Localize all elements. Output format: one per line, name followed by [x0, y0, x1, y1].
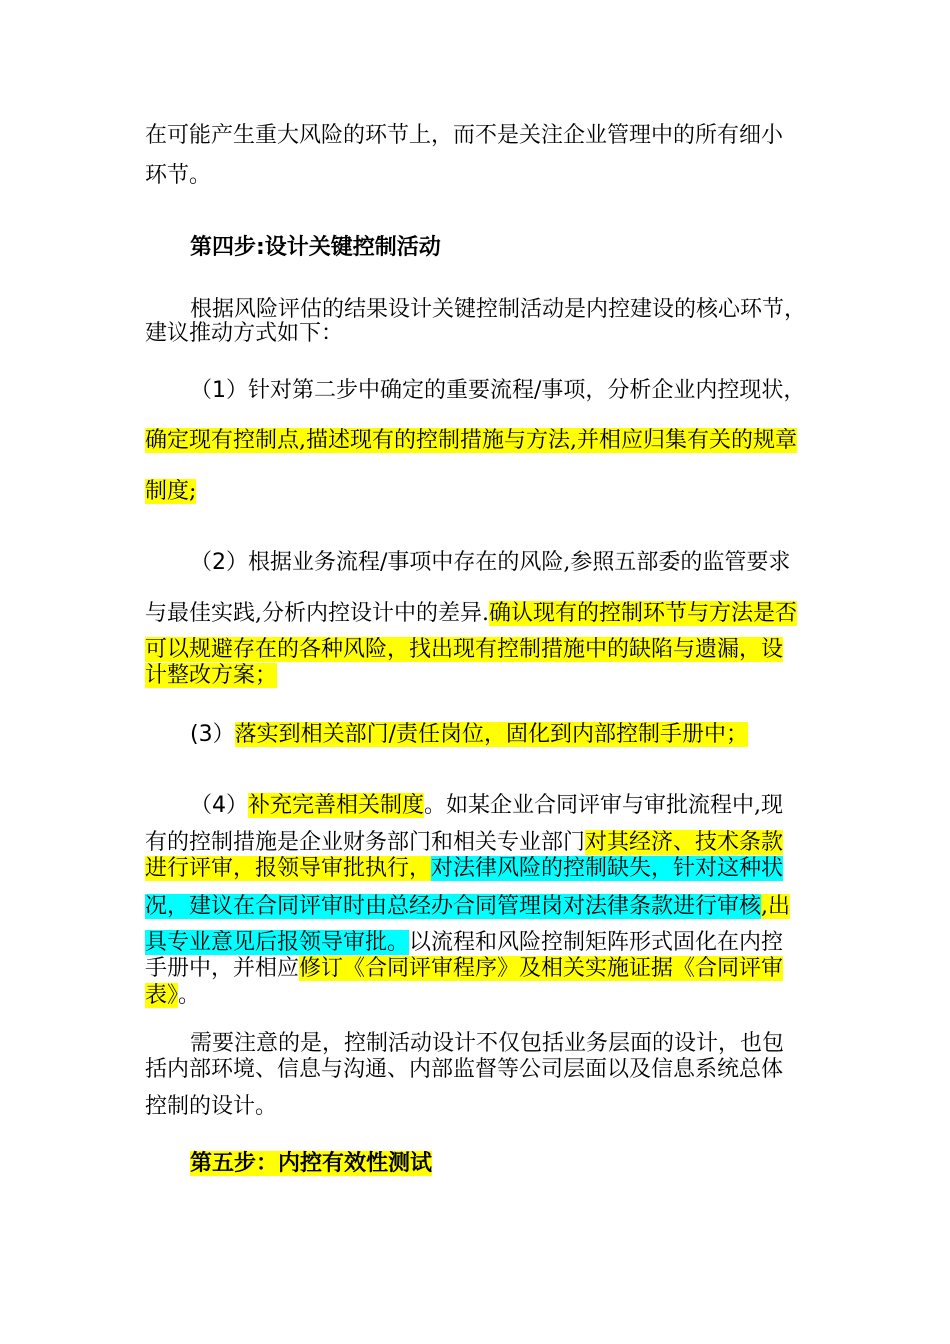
item1-number: （1）	[190, 378, 248, 403]
item2-line-4	[145, 662, 277, 690]
item3-number: (3）	[190, 722, 235, 747]
item4-highlight-2b: 对其经济、技术条款	[585, 830, 784, 855]
item4-highlight-1a: 补充完善相关制度	[248, 793, 425, 818]
item2-line-3	[145, 636, 783, 664]
item4-line-2	[145, 829, 783, 857]
item2-line-2	[145, 600, 797, 628]
item2-highlight-3: 可以规避存在的各种风险，找出现有控制措施中的缺陷与遗漏，设	[145, 637, 784, 662]
item2-line-1	[190, 549, 790, 577]
intro-line-1: 在可能产生重大风险的环节上，而不是关注企业管理中的所有细小	[145, 123, 784, 148]
item4-cyan-4a: 况，建议在合同评审时由总经办合同管理岗对法律条款进行审核	[145, 894, 762, 919]
item4-cyan-3b: 对法律风险的控制缺失，针对这种状	[431, 856, 784, 881]
item1-text-1: 针对第二步中确定的重要流程/事项，分析企业内控现状，	[248, 378, 806, 403]
item1-highlight-3: 制度;	[145, 479, 197, 504]
item2-number: （2）	[190, 550, 248, 575]
item2-text-1: 根据业务流程/事项中存在的风险,参照五部委的监管要求	[248, 550, 791, 575]
item4-line-3	[145, 855, 783, 883]
step5-heading: 第五步：内控有效性测试	[190, 1151, 433, 1176]
step4-intro-line-1: 根据风险评估的结果设计关键控制活动是内控建设的核心环节，	[190, 297, 807, 322]
item4-highlight-3a: 进行评审，报领导审批执行，	[145, 856, 432, 881]
item3-highlight: 落实到相关部门/责任岗位，固化到内部控制手册中；	[234, 722, 749, 747]
item2-highlight-2b: 确认现有的控制环节与方法是否	[489, 601, 798, 626]
item2-text-2a: 与最佳实践,分析内控设计中的差异.	[145, 601, 489, 626]
item4-line-4	[145, 893, 790, 921]
step4-intro-line-2: 建议推动方式如下：	[145, 321, 344, 346]
item4-text-5b: 以流程和风险控制矩阵形式固化在内控	[409, 930, 784, 955]
item1-line-1	[190, 377, 805, 405]
item4-line-7	[145, 982, 200, 1010]
note-line-2: 括内部环境、信息与沟通、内部监督等公司层面以及信息系统总体	[145, 1057, 784, 1082]
step4-heading: 第四步:设计关键控制活动	[190, 235, 441, 260]
item1-line-3	[145, 478, 196, 506]
item4-text-1b: 。如某企业合同评审与审批流程中,现	[424, 793, 784, 818]
item4-highlight-6b: 修订《合同评审程序》及相关实施证据《合同评审	[299, 956, 784, 981]
item3-line	[190, 721, 748, 749]
note-line-3: 控制的设计。	[145, 1094, 278, 1119]
item4-number: （4）	[190, 793, 248, 818]
item2-highlight-4: 计整改方案；	[145, 663, 278, 688]
item4-line-1	[190, 792, 783, 820]
item4-text-2a: 有的控制措施是企业财务部门和相关专业部门	[145, 830, 586, 855]
item4-line-5	[145, 929, 783, 957]
item4-cyan-5a: 具专业意见后报领导审批。	[145, 930, 410, 955]
item4-text-6a: 手册中，并相应	[145, 956, 300, 981]
item1-highlight-2: 确定现有控制点,描述现有的控制措施与方法,并相应归集有关的规章	[145, 428, 797, 453]
note-line-1: 需要注意的是，控制活动设计不仅包括业务层面的设计，也包	[190, 1031, 785, 1056]
intro-line-2: 环节。	[145, 163, 212, 188]
step5-heading-line	[190, 1150, 432, 1178]
item4-line-6	[145, 955, 783, 983]
item4-highlight-7a: 表》	[145, 983, 179, 1008]
item4-text-7b: 。	[178, 983, 201, 1008]
item1-line-2	[145, 427, 797, 455]
item4-highlight-4b: ,出	[761, 894, 791, 919]
